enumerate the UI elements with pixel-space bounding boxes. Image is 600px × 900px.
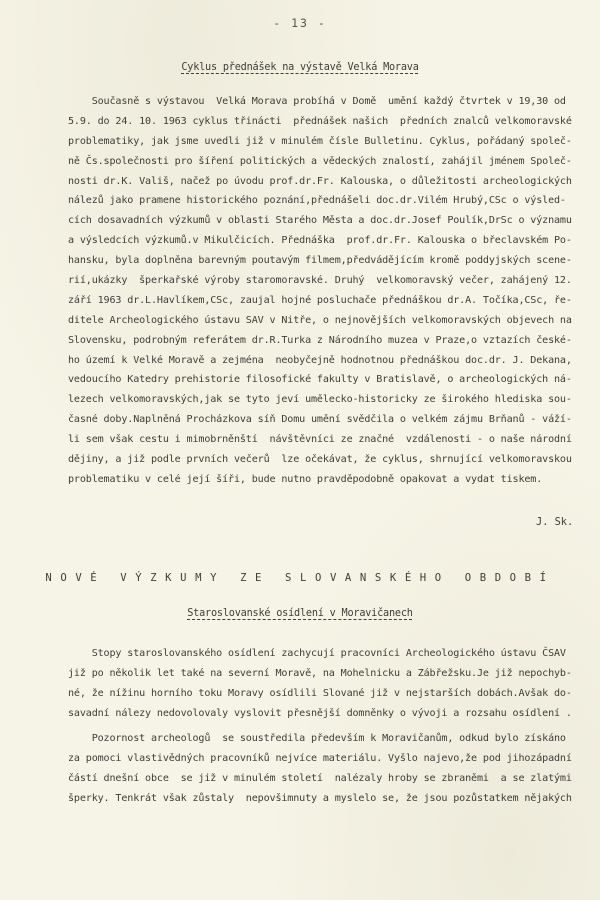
- text-line: Stopy staroslovanského osídlení zachycují pracovníci Archeologického ústavu ČSAV: [68, 648, 566, 659]
- article-title-lecture-cycle: [0, 62, 600, 73]
- text-line: lezech velkomoravských,jak se tyto jeví umělecko-historicky ze širokého hlediska sou-: [68, 394, 572, 406]
- text-line: ho území k Velké Moravě a zejména neobyčejně hodnotnou přednáškou doc.dr. J. Dekana,: [68, 354, 572, 366]
- section-title: NOVÉ VÝZKUMY ZE SLOVANSKÉHO OBDOBÍ: [45, 572, 555, 584]
- text-line: Současně s výstavou Velká Morava probíhá v Domě umění každý čtvrtek v 19,30 od: [68, 96, 566, 107]
- text-line: nálezů jako pramene historického poznání,přednášeli doc.dr.Vilém Hrubý,CSc o výsled-: [68, 195, 566, 207]
- article-body-lecture-cycle: [68, 92, 584, 490]
- text-line: problematiky, jak jsme uvedli již v minulém čísle Bulletinu. Cyklus, pořádaný společ-: [68, 135, 572, 147]
- text-line: 5.9. do 24. 10. 1963 cyklus třinácti přednášek našich předních znalců velkomoravské: [68, 115, 572, 127]
- article-title-text: Cyklus přednášek na výstavě Velká Morava: [181, 62, 419, 73]
- text-line: problematiku v celé její šíři, bude nutno pravděpodobně opakovat a vydat tiskem.: [68, 473, 543, 485]
- text-line: Pozornost archeologů se soustředila především k Moravičanům, odkud bylo získáno: [68, 733, 566, 744]
- text-line: nosti dr.K. Vališ, načež po úvodu prof.dr.Fr. Kalouska, o důležitosti archeologických: [68, 175, 572, 187]
- text-line: savadní nálezy nedovolovaly vyslovit přesnější domněnky o vývoji a rozsahu osídlení .: [68, 707, 572, 719]
- article-paragraph-1: [68, 644, 584, 724]
- text-line: dějiny, a již podle prvních večerů lze očekávat, že cyklus, shrnující velkomoravskou: [68, 454, 572, 466]
- text-line: šperky. Tenkrát však zůstaly nepovšimnuty a myslelo se, že jsou pozůstatkem nějakých: [68, 792, 572, 804]
- text-line: Slovensku, podrobným referátem dr.R.Turka z Národního muzea v Praze,o vztazích české-: [68, 334, 572, 346]
- article-title-text: Staroslovanské osídlení v Moravičanech: [187, 608, 413, 619]
- text-line: hansku, byla doplněna barevným poutavým filmem,předvádějícím kromě poddyjských scene-: [68, 255, 572, 267]
- text-line: za pomoci vlastivědných pracovníků nejvíce materiálu. Vyšlo najevo,že pod jihozápadní: [68, 752, 572, 764]
- article-paragraph-2: [68, 729, 584, 809]
- text-line: září 1963 dr.L.Havlíkem,CSc, zaujal hojné posluchače přednáškou dr.A. Točíka,CSc, ře-: [68, 294, 572, 306]
- text-line: časné doby.Naplněná Procházkova síň Domu umění svědčila o velkém zájmu Brňanů - váží-: [68, 414, 572, 426]
- page-number: - 13 -: [273, 16, 327, 30]
- article-title-settlement: [0, 608, 600, 619]
- text-line: né, že nížinu horního toku Moravy osídlili Slované již v nejstarších dobách.Avšak do-: [68, 687, 572, 699]
- text-line: již po několik let také na severní Moravě, na Mohelnicku a Zábřežsku.Je již nepochyb-: [68, 667, 572, 679]
- text-line: částí dnešní obce se již v minulém století nalézaly hroby se zbraněmi a se zlatými: [68, 772, 572, 784]
- text-line: a výsledcích výzkumů.v Mikulčicích. Přednáška prof.dr.Fr. Kalouska o břeclavském Po-: [68, 235, 572, 247]
- text-line: ně Čs.společnosti pro šíření politických a vědeckých znalostí, zahájil jménem Společ-: [68, 155, 572, 167]
- text-line: vedoucího Katedry prehistorie filosofické fakulty v Bratislavě, o archeologických ná-: [68, 374, 572, 386]
- text-line: ditele Archeologického ústavu SAV v Nitře, o nejnovějších velkomoravských objevech na: [68, 314, 572, 326]
- text-line: rií,ukázky šperkařské výroby staromoravské. Druhý velkomoravský večer, zahájený 12.: [68, 275, 572, 287]
- text-line: cích dosavadních výzkumů v oblasti Starého Města a doc.dr.Josef Poulík,DrSc o významu: [68, 215, 572, 227]
- author-signature: J. Sk.: [536, 516, 574, 528]
- text-line: li sem však cestu i mimobrněnští návštěvníci ze značné vzdálenosti - o naše národní: [68, 434, 572, 446]
